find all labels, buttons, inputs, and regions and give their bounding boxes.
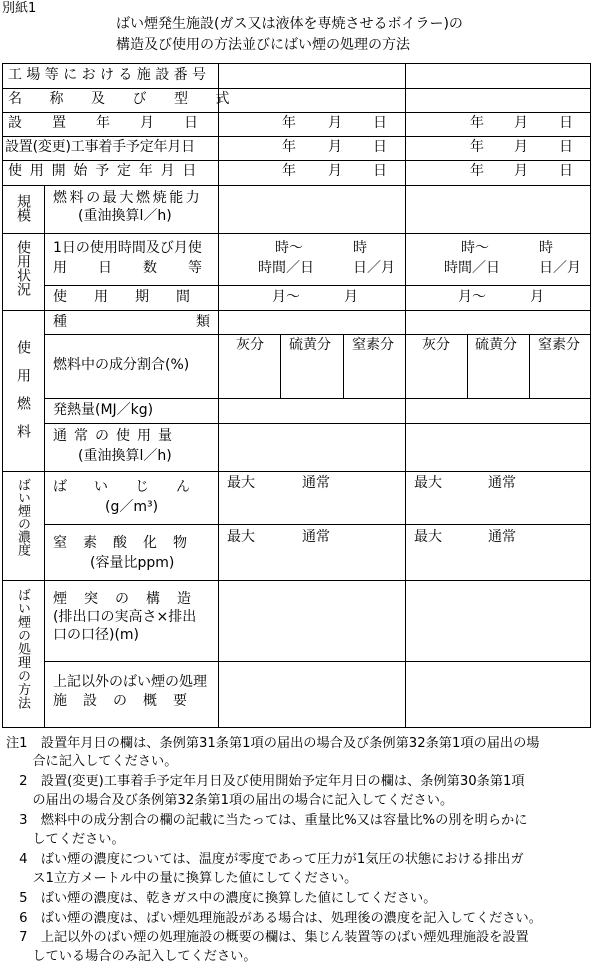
usage-group-label: 使用状況 — [15, 240, 31, 296]
treatment-group-label: ばい煙の処理の方法 — [15, 588, 30, 710]
note-line: 3 燃料中の成分割合の欄の記載に当たっては、重量比%又は容量比%の別を明らかに — [6, 813, 528, 828]
install-date-label: 設置年月日 — [8, 115, 228, 131]
note-line: 注1 設置年月日の欄は、条例第31条第1項の届出の場合及び条例第32条第1項の届出の場 — [6, 736, 540, 751]
note-line: 6 ばい煙の濃度は、ばい煙処理施設がある場合は、処理後の濃度を記入してください。 — [6, 911, 542, 926]
use-start-label: 使用開始予定年月日 — [8, 163, 205, 179]
name-model-label: 名称及び型式 — [8, 91, 257, 107]
other-treatment-label-2: 施設の概要 — [53, 693, 203, 709]
heat-value-label: 発熱量(MJ／kg) — [53, 402, 154, 418]
normal-usage-unit: (重油換算l／h) — [78, 448, 172, 464]
note-line: している場合のみ記入してください。 — [6, 949, 257, 964]
use-period-label: 使用期間 — [53, 289, 217, 305]
concentration-group-label: ばい煙の濃度 — [15, 478, 30, 556]
note-line: 2 設置(変更)工事着手予定年月日及び使用開始予定年月日の欄は、条例第30条第1項 — [6, 774, 525, 789]
note-line: ス1立方メートル中の量に換算した値にしてください。 — [6, 871, 358, 886]
attachment-label: 別紙1 — [2, 1, 37, 16]
construction-start-label: 設置(変更)工事着手予定年月日 — [5, 139, 195, 155]
title-line-1: ばい煙発生施設(ガス又は液体を専焼させるボイラー)の — [116, 16, 463, 32]
soot-unit: (g／m³) — [105, 499, 159, 515]
soot-label: ばいじん — [53, 479, 217, 495]
kind-label: 種類 — [53, 314, 339, 330]
scale-group-label: 規模 — [15, 194, 31, 222]
daily-hours-label-2: 用日数等 — [53, 260, 233, 276]
max-combustion-unit: (重油換算l／h) — [78, 208, 172, 224]
normal-usage-label: 通常の使用量 — [53, 428, 179, 444]
title-line-2: 構造及び使用の方法並びにばい煙の処理の方法 — [116, 37, 410, 53]
note-line: の届出の場合及び条例第32条第1項の届出の場合に記入してください。 — [6, 793, 454, 808]
note-line: 4 ばい煙の濃度については、温度が零度であって圧力が1気圧の状態における排出ガ — [6, 852, 524, 867]
max-combustion-label: 燃料の最大燃焼能力 — [53, 190, 203, 206]
other-treatment-label: 上記以外のばい煙の処理 — [53, 674, 207, 690]
daily-hours-label: 1日の使用時間及び月使 — [53, 240, 202, 256]
composition-label: 燃料中の成分割合(%) — [53, 357, 190, 373]
fuel-group-label: 使用燃料 — [15, 340, 31, 452]
facility-number-label: 工場等における施設番号 — [8, 67, 211, 83]
nox-label: 窒素酸化物 — [53, 535, 203, 551]
stack-label-2: (排出口の実高さ×排出 — [53, 609, 197, 625]
note-line: してください。 — [6, 832, 125, 847]
nox-unit: (容量比ppm) — [90, 555, 175, 571]
note-line: 5 ばい煙の濃度は、乾きガス中の濃度に換算した値にしてください。 — [6, 891, 437, 906]
note-line: 7 上記以外のばい煙の処理施設の概要の欄は、集じん装置等のばい煙処理施設を設置 — [6, 930, 529, 945]
stack-label: 煙突の構造 — [53, 591, 208, 607]
note-line: 合に記入してください。 — [6, 754, 178, 769]
stack-label-3: 口の口径)(m) — [53, 627, 140, 643]
